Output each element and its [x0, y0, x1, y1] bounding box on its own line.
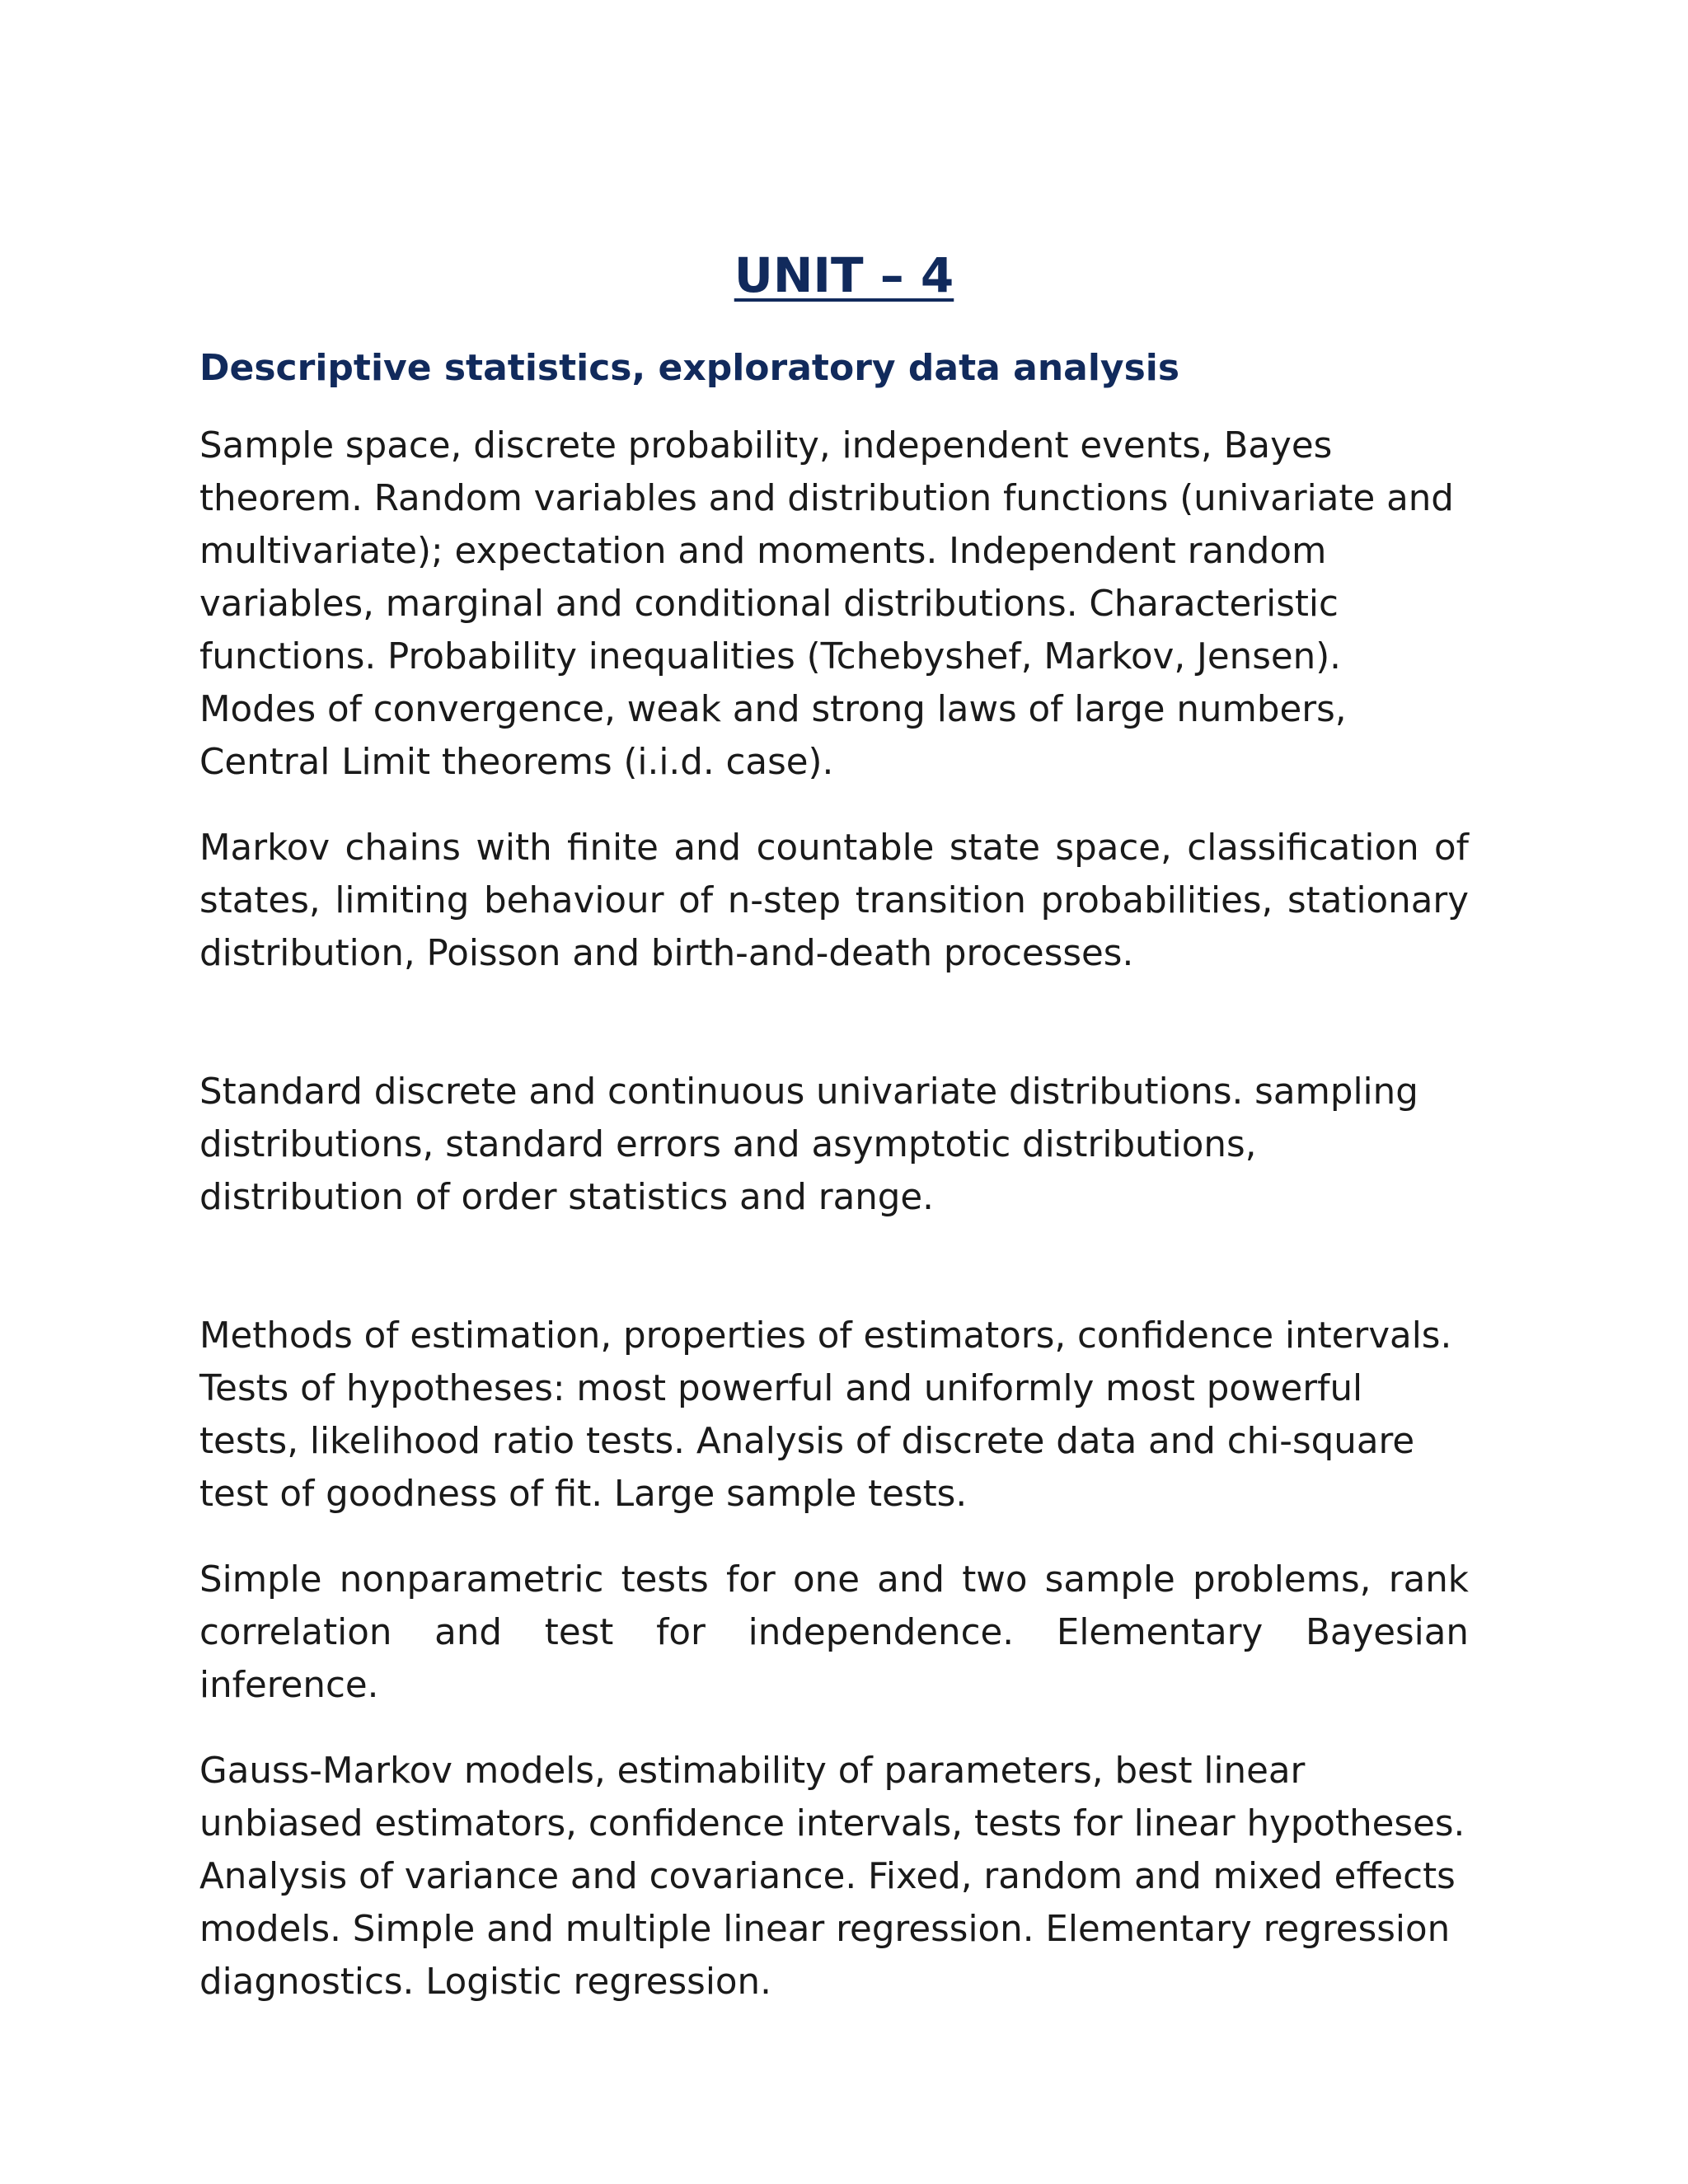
section-heading: Descriptive statistics, exploratory data analysis [199, 347, 1180, 389]
paragraph-markov-chains: Markov chains with finite and countable state space, classification of states, limiting behaviour of n-step transition probabilities, stationary distribution, Poisson and birth-and-death processes. [199, 827, 1469, 975]
document-body [199, 344, 1469, 2041]
paragraph-nonparametric: Simple nonparametric tests for one and two sample problems, rank correlation and test for independence. Elementary Bayesian inference. [199, 1559, 1469, 1707]
paragraph-estimation: Methods of estimation, properties of estimators, confidence intervals. Tests of hypotheses: most powerful and uniformly most powerful tests, likelihood ratio tests. Analysis of discrete data and chi-square test of goodness of fit. Large sample tests. [199, 1315, 1452, 1516]
paragraph-distributions: Standard discrete and continuous univariate distributions. sampling distributions, standard errors and asymptotic distributions, distribution of order statistics and range. [199, 1071, 1418, 1219]
paragraph-gauss-markov: Gauss-Markov models, estimability of parameters, best linear unbiased estimators, confidence intervals, tests for linear hypotheses. Analysis of variance and covariance. Fixed, random and mixed effects models. Simple and multiple linear regression. Elementary regression diagnostics. Logistic regression. [199, 1750, 1465, 2004]
unit-title: UNIT – 4 [734, 247, 954, 303]
paragraph-probability: Sample space, discrete probability, independent events, Bayes theorem. Random variables and distribution functions (univariate and multivariate); expectation and moments. Independent random variables, marginal and conditional distributions. Characteristic functions. Probability inequalities (Tchebyshef, Markov, Jensen). Modes of convergence, weak and strong laws of large numbers, Central Limit theorems (i.i.d. case). [199, 425, 1454, 784]
